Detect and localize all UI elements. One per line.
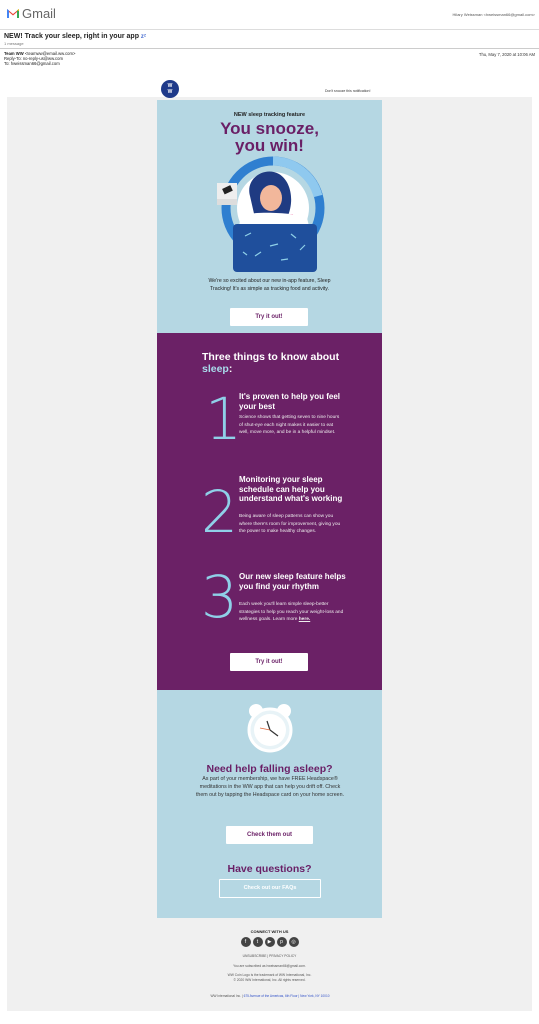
user-account[interactable]: Hilary Weissman <hweissman66@gmail.com> bbox=[452, 12, 535, 17]
youtube-icon[interactable]: ▶ bbox=[265, 937, 275, 947]
dont-snooze-text: Don't snooze this notification! bbox=[325, 89, 371, 93]
questions-title: Have questions? bbox=[227, 863, 312, 875]
hero-section bbox=[157, 100, 382, 333]
trademark-line1: WW Coin Logo is the trademark of WW International, Inc. bbox=[227, 973, 312, 977]
check-them-out-button[interactable]: Check them out bbox=[226, 826, 313, 844]
facebook-icon[interactable]: f bbox=[241, 937, 251, 947]
trademark-text bbox=[157, 973, 382, 982]
item-number-2: 2 bbox=[201, 478, 238, 546]
social-links bbox=[157, 937, 382, 947]
item-text-3-body: Each week you'll learn simple sleep-better strategies to help you reach your weight-loss and wellness goals. Learn more bbox=[239, 602, 344, 622]
try-it-out-button-2[interactable]: Try it out! bbox=[230, 653, 308, 671]
help-section bbox=[157, 690, 382, 918]
gmail-brand[interactable]: Gmail bbox=[22, 6, 56, 21]
three-things-title bbox=[202, 351, 352, 375]
ww-logo-top: W bbox=[167, 83, 173, 89]
item-heading-3: Our new sleep feature helps you find your rhythm bbox=[239, 572, 346, 591]
sleep-emoji-icon: zᶻ bbox=[140, 34, 147, 40]
ww-logo-bottom: W bbox=[167, 89, 173, 95]
from-address: <teamww@email.ww.com> bbox=[24, 51, 76, 56]
email-subject bbox=[4, 33, 146, 40]
address-link[interactable]: 675 Avenue of the Americas, 6th Floor | New York, NY 10010 bbox=[243, 994, 330, 998]
three-things-title-highlight: sleep bbox=[202, 363, 229, 375]
help-title: Need help falling asleep? bbox=[206, 763, 333, 775]
subject-text: NEW! Track your sleep, right in your app bbox=[4, 33, 139, 40]
hero-kicker: NEW sleep tracking feature bbox=[233, 112, 306, 118]
alarm-clock-illustration bbox=[244, 702, 296, 754]
learn-more-link[interactable]: here. bbox=[298, 617, 311, 622]
trademark-line2: © 2020 WW International, Inc. All rights reserved. bbox=[233, 977, 306, 982]
hero-title-line1: You snooze, bbox=[220, 119, 319, 138]
reply-to: Reply-To: no-reply-us@ww.com bbox=[4, 55, 63, 61]
subscribed-as: You are subscribed as hweissman66@gmail.com. bbox=[233, 964, 306, 968]
address-prefix: WW International Inc. | bbox=[210, 994, 243, 998]
hero-body: We're so excited about our new in-app feature, Sleep Tracking! It's as simple as tracking food and activity. bbox=[208, 278, 331, 292]
hero-title-line2: you win! bbox=[235, 136, 304, 155]
message-count: 1 message bbox=[4, 41, 24, 46]
try-it-out-button[interactable]: Try it out! bbox=[230, 308, 308, 326]
sender-block bbox=[4, 52, 75, 66]
hero-title bbox=[157, 120, 382, 154]
three-things-title-suffix: : bbox=[228, 363, 233, 375]
three-things-section bbox=[157, 333, 382, 690]
pinterest-icon[interactable]: p bbox=[277, 937, 287, 947]
unsubscribe-privacy-links[interactable]: UNSUBSCRIBE | PRIVACY POLICY bbox=[242, 954, 297, 958]
divider bbox=[0, 48, 539, 49]
help-text: As part of your membership, we have FREE Headspace® meditations in the WW app that can help you drift off. Check them out by tapping the Headspace card on your home screen. bbox=[195, 776, 345, 798]
instagram-icon[interactable]: ◎ bbox=[289, 937, 299, 947]
sleeping-woman-illustration bbox=[215, 156, 327, 272]
three-things-title-prefix: Three things to know about bbox=[202, 351, 340, 363]
item-text-2: Being aware of sleep patterns can show you where there's room for improvement, giving you the power to make healthy changes. bbox=[239, 514, 341, 534]
item-heading-1: It's proven to help you feel your best bbox=[239, 392, 341, 411]
company-address bbox=[90, 994, 450, 998]
email-footer bbox=[157, 925, 382, 982]
gmail-logo-icon[interactable] bbox=[6, 7, 20, 19]
email-date: Thu, May 7, 2020 at 10:06 AM bbox=[478, 52, 535, 57]
connect-heading: CONNECT WITH US bbox=[250, 929, 289, 934]
to-address: To: hweissman66@gmail.com bbox=[4, 60, 60, 66]
ww-logo[interactable] bbox=[161, 80, 179, 98]
from-name: Team WW bbox=[4, 51, 24, 56]
check-faqs-button[interactable]: Check out our FAQs bbox=[219, 879, 321, 898]
gmail-header bbox=[0, 0, 539, 28]
divider bbox=[0, 29, 539, 30]
twitter-icon[interactable]: t bbox=[253, 937, 263, 947]
item-number-3: 3 bbox=[201, 563, 238, 631]
item-number-1: 1 bbox=[205, 385, 242, 453]
item-text-1: Science shows that getting seven to nine hours of shut-eye each night makes it easier to eat well, move more, and be in a helpful mindset. bbox=[239, 415, 340, 435]
item-text-3 bbox=[239, 601, 344, 624]
email-preheader bbox=[7, 75, 532, 97]
item-heading-2: Monitoring your sleep schedule can help you understand what's working bbox=[239, 475, 343, 503]
